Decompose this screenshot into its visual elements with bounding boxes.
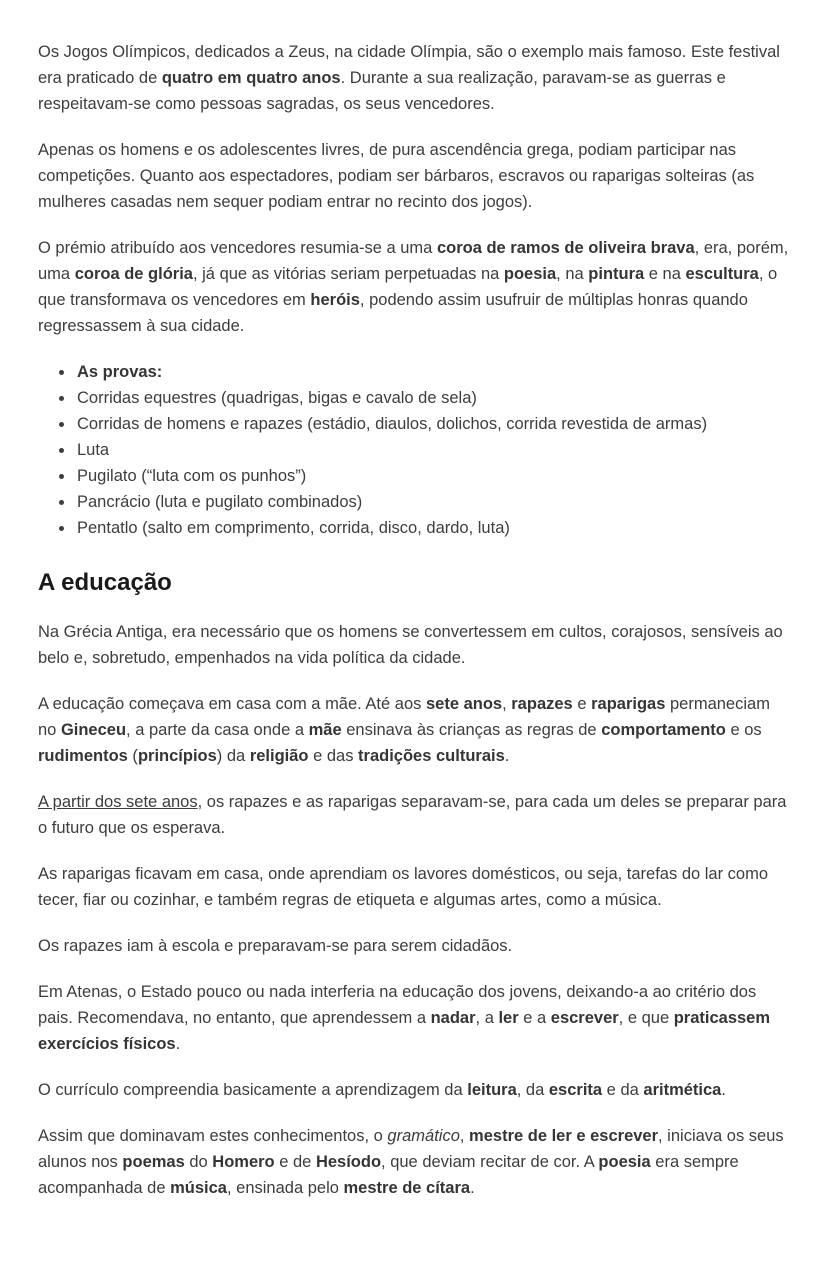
list-item — [75, 515, 790, 541]
text-run: As raparigas ficavam em casa, onde aprendiam os lavores domésticos, ou seja, tarefas do lar como tecer, fiar ou cozinhar, e também regras de etiqueta e algumas artes, como a música. — [38, 865, 769, 909]
bold-text: escrever — [550, 1009, 619, 1027]
bold-text: poemas — [122, 1153, 185, 1171]
bold-text: mestre de cítara — [343, 1179, 471, 1197]
bold-text: Hesíodo — [315, 1153, 382, 1171]
bold-text: coroa de glória — [74, 265, 193, 283]
list-item — [75, 489, 790, 515]
bold-text: As provas: — [77, 363, 163, 381]
bold-text: Gineceu — [60, 721, 127, 739]
bold-text: Homero — [212, 1153, 275, 1171]
text-run: , — [459, 1127, 470, 1145]
bold-text: raparigas — [591, 695, 666, 713]
italic-text: gramático — [387, 1127, 460, 1145]
text-run: Corridas de homens e rapazes (estádio, diaulos, dolichos, corrida revestida de armas) — [77, 415, 708, 433]
bold-text: coroa de ramos de oliveira brava — [436, 239, 695, 257]
text-run: A educação começava em casa com a mãe. Até aos — [38, 695, 426, 713]
bold-text: rudimentos — [38, 747, 128, 765]
text-run: O prémio atribuído aos vencedores resumia-se a uma — [38, 239, 437, 257]
text-run: Luta — [77, 441, 110, 459]
text-run: , podendo assim usufruir de múltiplas honras quando regressassem à sua cidade. — [38, 291, 748, 335]
text-run: ) da — [216, 747, 250, 765]
text-run: ensinava às crianças as regras de — [341, 721, 602, 739]
text-run: , e que — [618, 1009, 674, 1027]
text-run: , na — [556, 265, 589, 283]
text-run: e a — [518, 1009, 551, 1027]
paragraph — [38, 1077, 790, 1103]
bold-text: música — [170, 1179, 227, 1197]
paragraph — [38, 861, 790, 913]
list-item — [75, 411, 790, 437]
text-run: . — [721, 1081, 726, 1099]
text-run: permaneciam no — [38, 695, 770, 739]
text-run: , — [502, 695, 512, 713]
text-run: , já que as vitórias seriam perpetuadas na — [192, 265, 504, 283]
bold-text: mãe — [308, 721, 342, 739]
text-run: Pugilato (“luta com os punhos”) — [77, 467, 307, 485]
text-run: O currículo compreendia basicamente a aprendizagem da — [38, 1081, 468, 1099]
bold-text: mestre de ler e escrever — [469, 1127, 659, 1145]
paragraph — [38, 933, 790, 959]
text-run: Os Jogos Olímpicos, dedicados a Zeus, na cidade Olímpia, são o exemplo mais famoso. Este festival era praticado de — [38, 43, 780, 87]
text-run: Corridas equestres (quadrigas, bigas e cavalo de sela) — [77, 389, 477, 407]
text-run: Pentatlo (salto em comprimento, corrida, disco, dardo, luta) — [77, 519, 510, 537]
events-list — [38, 359, 790, 541]
list-item — [75, 463, 790, 489]
bold-text: heróis — [310, 291, 360, 309]
paragraph — [38, 691, 790, 769]
paragraph — [38, 137, 790, 215]
text-run: do — [184, 1153, 213, 1171]
list-item — [75, 359, 790, 385]
text-run: ( — [127, 747, 138, 765]
text-run: Apenas os homens e os adolescentes livres, de pura ascendência grega, podiam participar nas competições. Quanto aos espectadores, podiam ser bárbaros, escravos ou raparigas solteiras (as mulheres casadas nem sequer podiam entrar no recinto dos jogos). — [38, 141, 755, 211]
text-run: era sempre acompanhada de — [38, 1153, 739, 1197]
bold-text: aritmética — [643, 1081, 722, 1099]
paragraph — [38, 39, 790, 117]
paragraph — [38, 1123, 790, 1201]
document-body — [38, 39, 790, 1201]
bold-text: ler — [498, 1009, 519, 1027]
text-run: Em Atenas, o Estado pouco ou nada interferia na educação dos jovens, deixando-a ao critério dos pais. Recomendava, no entanto, que aprendessem a — [38, 983, 757, 1027]
bold-text: escultura — [685, 265, 759, 283]
text-run: , a — [475, 1009, 499, 1027]
bold-text: tradições culturais — [358, 747, 505, 765]
text-run: , a parte da casa onde a — [126, 721, 309, 739]
text-run: e os — [725, 721, 762, 739]
text-run: . — [504, 747, 510, 765]
underlined-text: A partir dos sete anos — [38, 793, 198, 811]
text-run: , os rapazes e as raparigas separavam-se, para cada um deles se preparar para o futuro que os esperava. — [38, 793, 787, 837]
bold-text: pintura — [588, 265, 645, 283]
list-item — [75, 437, 790, 463]
text-run: Pancrácio (luta e pugilato combinados) — [77, 493, 363, 511]
bold-text: nadar — [430, 1009, 476, 1027]
text-run: . — [470, 1179, 475, 1197]
text-run: , o que transformava os vencedores em — [38, 265, 778, 309]
section-heading — [38, 568, 790, 598]
bold-text: rapazes — [511, 695, 573, 713]
bold-text: sete anos — [425, 695, 503, 713]
paragraph — [38, 789, 790, 841]
text-run: A educação — [38, 569, 172, 596]
bold-text: princípios — [137, 747, 217, 765]
text-run: Assim que dominavam estes conhecimentos, o — [38, 1127, 388, 1145]
text-run: , ensinada pelo — [226, 1179, 344, 1197]
text-run: . — [175, 1035, 181, 1053]
text-run: e na — [644, 265, 686, 283]
bold-text: poesia — [598, 1153, 651, 1171]
text-run: e da — [602, 1081, 644, 1099]
text-run: e das — [308, 747, 359, 765]
bold-text: religião — [249, 747, 309, 765]
list-item — [75, 385, 790, 411]
paragraph — [38, 619, 790, 671]
text-run: e de — [274, 1153, 316, 1171]
bold-text: poesia — [503, 265, 557, 283]
bold-text: leitura — [467, 1081, 517, 1099]
text-run: , iniciava os seus alunos nos — [38, 1127, 784, 1171]
text-run: e — [572, 695, 592, 713]
paragraph — [38, 979, 790, 1057]
bold-text: praticassem exercícios físicos — [38, 1009, 771, 1053]
text-run: . Durante a sua realização, paravam-se as guerras e respeitavam-se como pessoas sagradas, os seus vencedores. — [38, 69, 726, 113]
bold-text: comportamento — [601, 721, 726, 739]
text-run: , era, porém, uma — [38, 239, 789, 283]
text-run: , da — [516, 1081, 549, 1099]
text-run: Na Grécia Antiga, era necessário que os homens se convertessem em cultos, corajosos, sensíveis ao belo e, sobretudo, empenhados na vida política da cidade. — [38, 623, 783, 667]
paragraph — [38, 235, 790, 339]
bold-text: escrita — [548, 1081, 603, 1099]
text-run: , que deviam recitar de cor. A — [381, 1153, 599, 1171]
text-run: Os rapazes iam à escola e preparavam-se para serem cidadãos. — [38, 937, 513, 955]
bold-text: quatro em quatro anos — [161, 69, 341, 87]
